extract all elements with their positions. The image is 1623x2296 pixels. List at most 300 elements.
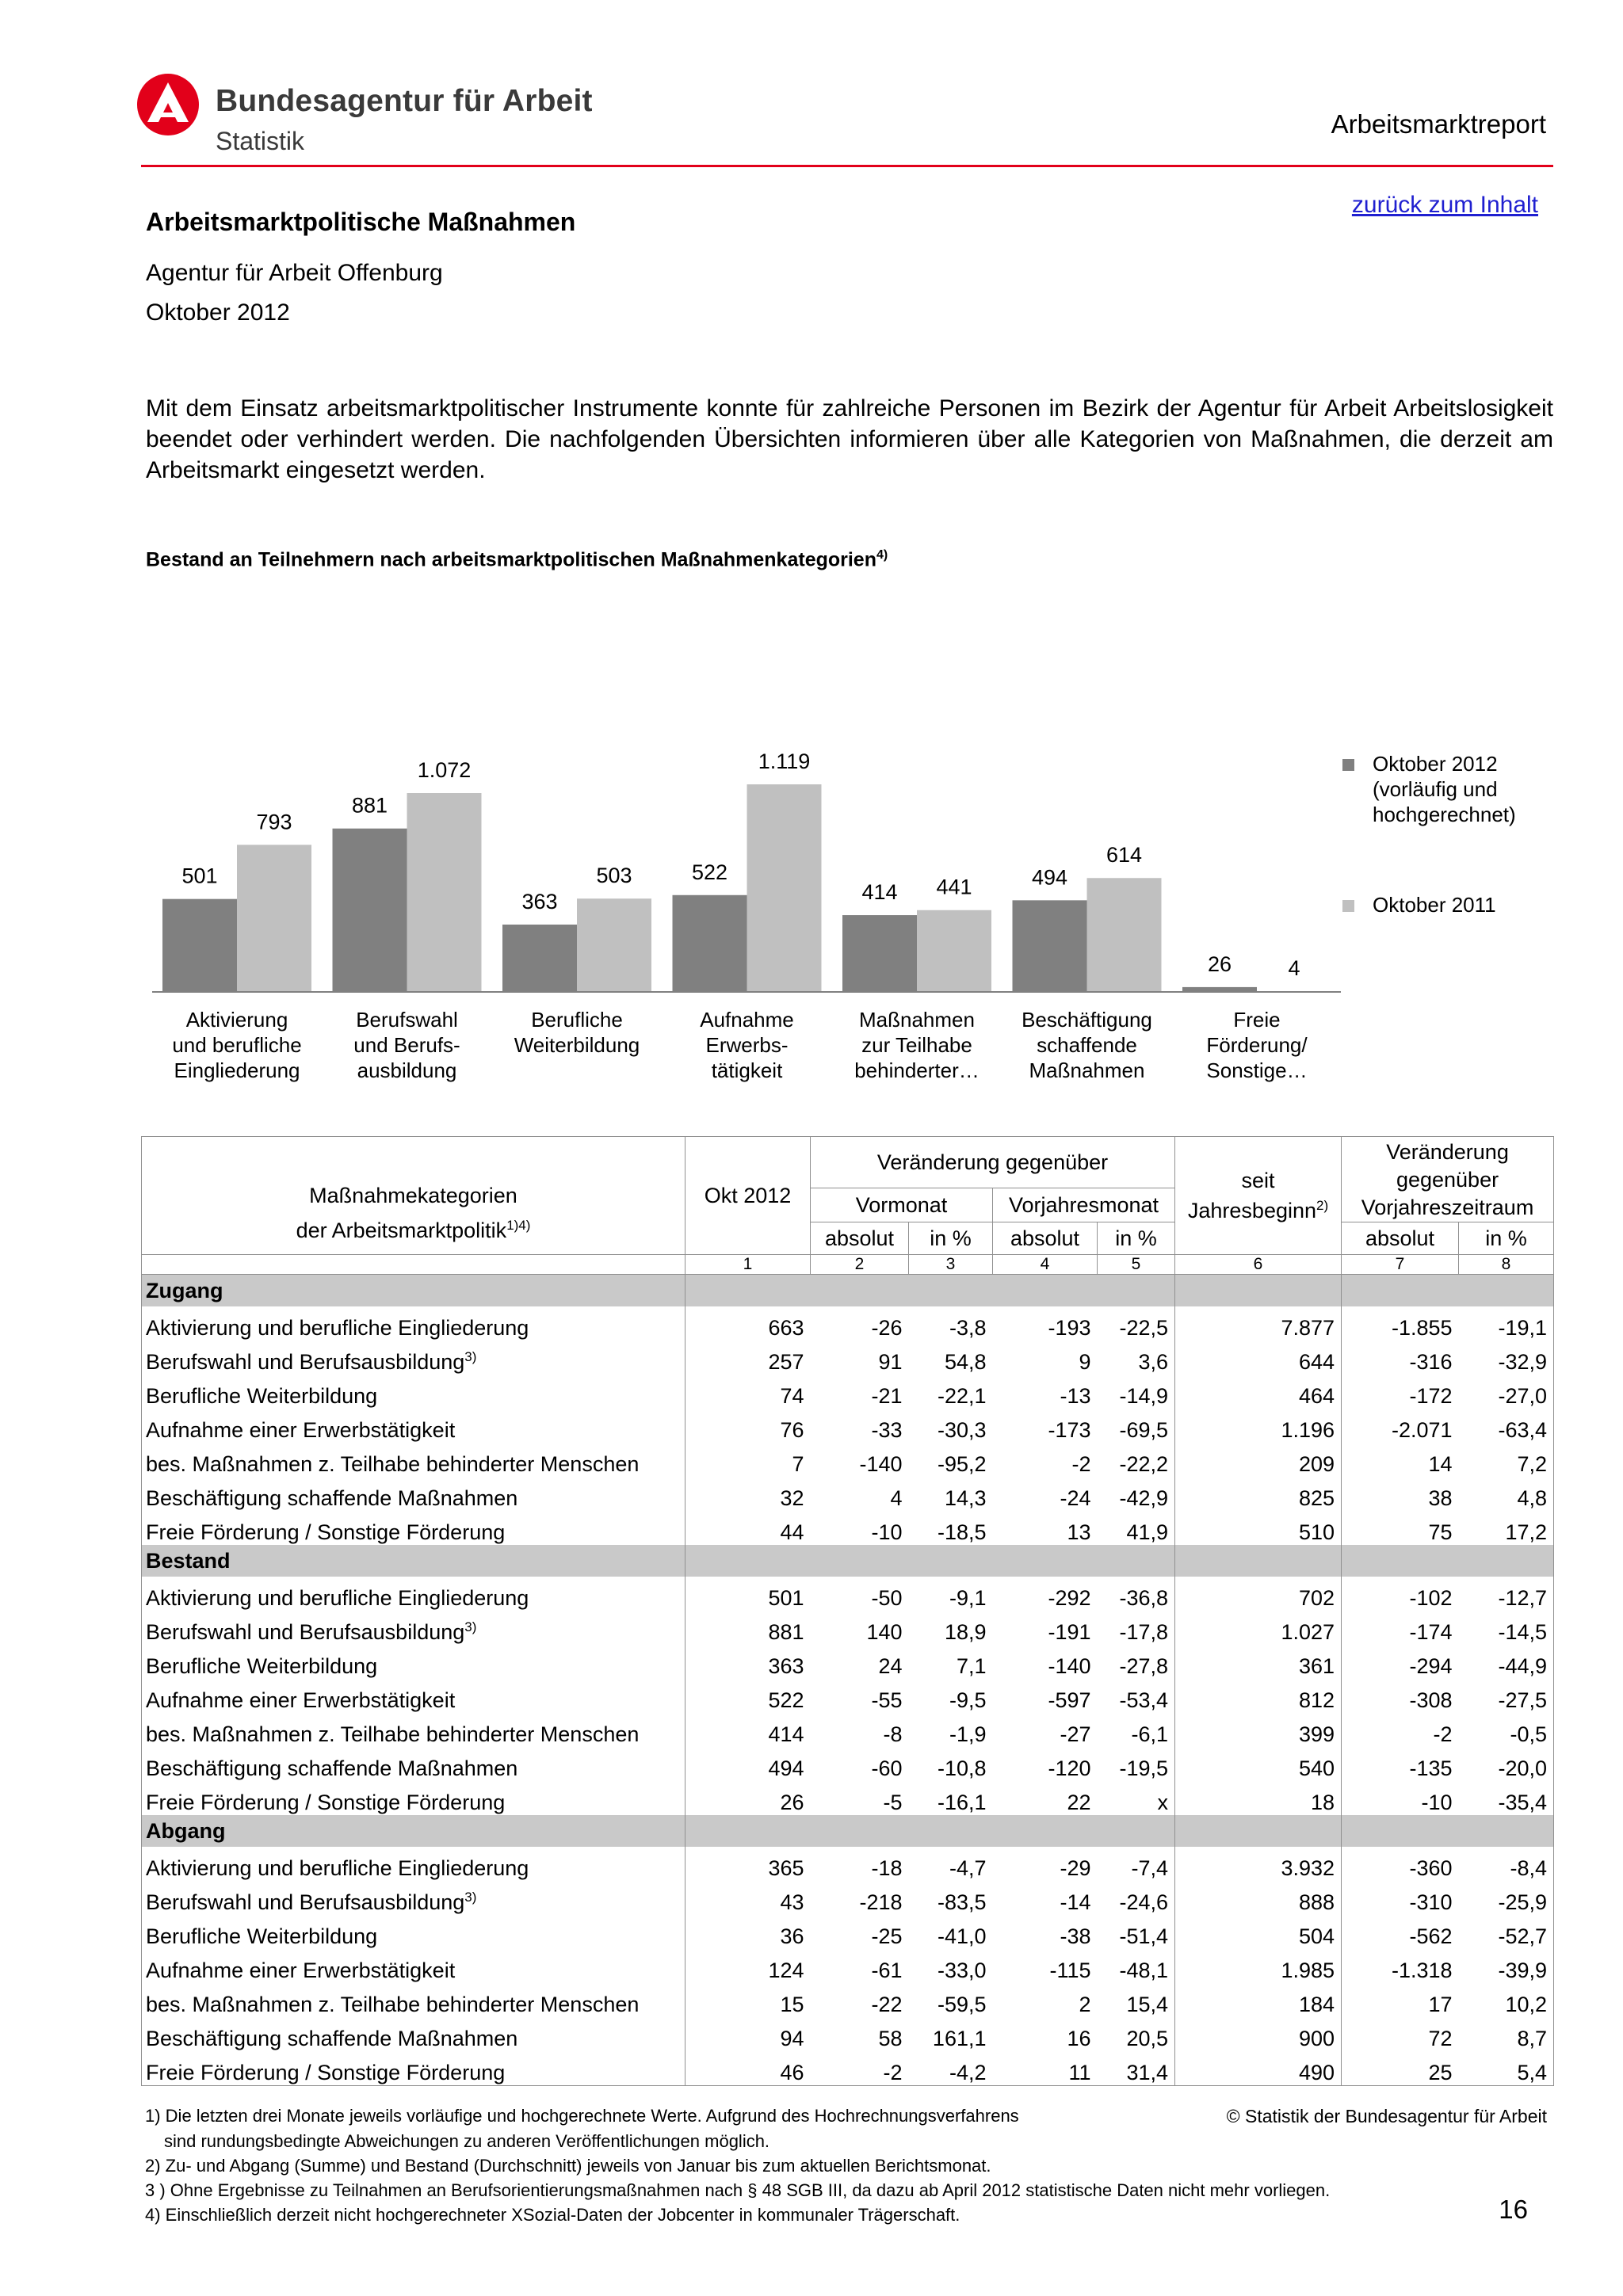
section-title: Zugang xyxy=(142,1275,685,1307)
cell-value: 32 xyxy=(685,1477,811,1511)
row-label-text: Aufnahme einer Erwerbstätigkeit xyxy=(146,1958,456,1982)
cell-value: -51,4 xyxy=(1119,1924,1169,1948)
bar-value-label: 1.119 xyxy=(758,749,811,773)
cell-value: -597 xyxy=(1048,1688,1091,1712)
cell-value: 94 xyxy=(685,2017,811,2051)
row-label-text: bes. Maßnahmen z. Teilhabe behinderter Menschen xyxy=(146,1993,640,2016)
section-title: Bestand xyxy=(142,1545,685,1577)
table-body xyxy=(142,1275,1554,2086)
cell-value: 184 xyxy=(1175,1983,1342,2017)
header-vjm-pct: in % xyxy=(1098,1222,1175,1255)
bar-value-label: 414 xyxy=(861,880,898,905)
cell-value: 1.985 xyxy=(1175,1949,1342,1983)
cell-value: 644 xyxy=(1175,1341,1342,1375)
bar-2011 xyxy=(1087,878,1162,992)
row-label-text: Aktivierung und berufliche Eingliederung xyxy=(146,1586,529,1610)
cell-value: 9 xyxy=(1079,1350,1091,1374)
cell-value: -14 xyxy=(1060,1890,1091,1914)
section-fill xyxy=(811,1545,909,1577)
header-vjz xyxy=(1342,1137,1554,1222)
cell-value: 74 xyxy=(685,1375,811,1409)
cell-value: -140 xyxy=(1048,1654,1091,1678)
table-row xyxy=(142,1341,1554,1375)
legend-2012-line: Oktober 2012 xyxy=(1373,752,1498,776)
cell-value: -27,8 xyxy=(1119,1654,1169,1678)
cell-value: -27 xyxy=(1060,1722,1091,1746)
org-subtitle: Statistik xyxy=(216,127,305,155)
cell-value: 11 xyxy=(1068,2061,1091,2084)
copyright: © Statistik der Bundesagentur für Arbeit xyxy=(1226,2106,1547,2126)
cell-value: -10,8 xyxy=(937,1756,987,1780)
cell-value: 7,1 xyxy=(956,1654,987,1678)
cell-value: 881 xyxy=(685,1611,811,1645)
cell-value: 7.877 xyxy=(1175,1306,1342,1341)
section-fill xyxy=(1098,1545,1175,1577)
cell-value: -33 xyxy=(871,1418,903,1442)
cell-value: -29 xyxy=(1060,1856,1091,1880)
header-vjz-line3: Vorjahreszeitraum xyxy=(1361,1196,1534,1219)
cell-value: 257 xyxy=(685,1341,811,1375)
cell-value: 91 xyxy=(878,1350,903,1374)
cell-value: -140 xyxy=(859,1452,903,1476)
page-title: Arbeitsmarktpolitische Maßnahmen xyxy=(146,208,576,236)
cell-value: -2 xyxy=(1342,1713,1459,1747)
table-row xyxy=(142,1611,1554,1645)
cell-value: 13 xyxy=(1067,1520,1091,1544)
category-label: ausbildung xyxy=(357,1058,457,1082)
table-row xyxy=(142,1375,1554,1409)
category-label: schaffende xyxy=(1037,1033,1137,1057)
header-category xyxy=(142,1137,685,1255)
section-fill xyxy=(1459,1815,1554,1847)
cell-value: -20,0 xyxy=(1498,1756,1548,1780)
row-label-text: bes. Maßnahmen z. Teilhabe behinderter Menschen xyxy=(146,1722,640,1746)
cell-value: -25 xyxy=(871,1924,903,1948)
cell-value: -294 xyxy=(1342,1645,1459,1679)
category-label: Freie xyxy=(1233,1008,1281,1032)
cell-value: 209 xyxy=(1175,1443,1342,1477)
cell-value: -39,9 xyxy=(1498,1958,1548,1982)
header-category-text: der Arbeitsmarktpolitik xyxy=(296,1219,507,1242)
table-row xyxy=(142,1983,1554,2017)
cell-value: -41,0 xyxy=(937,1924,987,1948)
cell-value: -2 xyxy=(883,2061,903,2084)
section-fill xyxy=(993,1815,1098,1847)
cell-value: 15 xyxy=(685,1983,811,2017)
section-fill xyxy=(1175,1545,1342,1577)
row-label xyxy=(142,1881,685,1915)
legend-label-2012 xyxy=(1373,751,1516,827)
table-row xyxy=(142,1679,1554,1713)
table-row xyxy=(142,1847,1554,1881)
cell-value: 812 xyxy=(1175,1679,1342,1713)
cell-value: -12,7 xyxy=(1498,1586,1548,1610)
cell-value: 663 xyxy=(685,1306,811,1341)
category-label: Maßnahmen xyxy=(859,1008,975,1032)
category-label: Weiterbildung xyxy=(514,1033,640,1057)
row-label-text: Berufswahl und Berufsausbildung xyxy=(146,1890,465,1914)
legend xyxy=(1342,751,1580,917)
cell-value: -1.855 xyxy=(1342,1306,1459,1341)
header-category-line2 xyxy=(148,1213,678,1248)
cell-value: 399 xyxy=(1175,1713,1342,1747)
row-label-text: Freie Förderung / Sonstige Förderung xyxy=(146,2061,506,2084)
section-fill xyxy=(909,1545,993,1577)
cell-value: -18 xyxy=(871,1856,903,1880)
row-label xyxy=(142,1949,685,1983)
bar-value-label: 522 xyxy=(691,860,728,884)
table-row xyxy=(142,1915,1554,1949)
header-vjz-line1: Veränderung xyxy=(1386,1140,1509,1164)
cell-value: 7 xyxy=(685,1443,811,1477)
header-seit-sup: 2) xyxy=(1316,1198,1329,1213)
cell-value: -24 xyxy=(1060,1486,1091,1510)
bar-value-label: 614 xyxy=(1106,843,1143,868)
section-fill xyxy=(1342,1545,1459,1577)
cell-value: -9,1 xyxy=(949,1586,987,1610)
cell-value: -10 xyxy=(1342,1781,1459,1815)
cell-value: -16,1 xyxy=(937,1791,987,1814)
cell-value: 504 xyxy=(1175,1915,1342,1949)
bar-2011 xyxy=(237,845,311,992)
cell-value: 38 xyxy=(1342,1477,1459,1511)
cell-value: 44 xyxy=(685,1511,811,1545)
cell-value: 540 xyxy=(1175,1747,1342,1781)
column-index: 2 xyxy=(811,1255,909,1275)
header-vjz-absolut: absolut xyxy=(1342,1222,1459,1255)
cell-value: -191 xyxy=(1048,1620,1091,1644)
cell-value: 36 xyxy=(685,1915,811,1949)
cell-value: 46 xyxy=(685,2051,811,2086)
header-seit-line2 xyxy=(1182,1196,1335,1226)
category-label: und berufliche xyxy=(172,1033,302,1057)
category-label: Berufswahl xyxy=(356,1008,458,1032)
row-label xyxy=(142,1477,685,1511)
cell-value: 18,9 xyxy=(944,1620,987,1644)
bar-value-label: 4 xyxy=(1288,956,1300,981)
table-row xyxy=(142,1713,1554,1747)
cell-value: 58 xyxy=(878,2027,903,2050)
cell-value: -26 xyxy=(871,1316,903,1340)
cell-value: -22,5 xyxy=(1119,1316,1169,1340)
cell-value: -48,1 xyxy=(1119,1958,1169,1982)
category-label: Erwerbs- xyxy=(705,1033,789,1057)
cell-value: 522 xyxy=(685,1679,811,1713)
cell-value: 18 xyxy=(1175,1781,1342,1815)
category-label: tätigkeit xyxy=(711,1058,783,1082)
cell-value: 17 xyxy=(1342,1983,1459,2017)
cell-value: -69,5 xyxy=(1119,1418,1169,1442)
cell-value: 41,9 xyxy=(1126,1520,1169,1544)
column-index: 1 xyxy=(685,1255,811,1275)
row-label-text: Aufnahme einer Erwerbstätigkeit xyxy=(146,1418,456,1442)
cell-value: -50 xyxy=(871,1586,903,1610)
cell-value: -172 xyxy=(1342,1375,1459,1409)
cell-value: -218 xyxy=(859,1890,903,1914)
cell-value: -6,1 xyxy=(1131,1722,1169,1746)
row-label xyxy=(142,1409,685,1443)
report-date: Oktober 2012 xyxy=(146,299,290,326)
row-label xyxy=(142,1847,685,1881)
section-fill xyxy=(909,1275,993,1307)
row-label xyxy=(142,1443,685,1477)
header-seit-text: Jahresbeginn xyxy=(1187,1199,1317,1222)
cell-value: 4,8 xyxy=(1517,1486,1548,1510)
cell-value: 14 xyxy=(1342,1443,1459,1477)
column-index: 3 xyxy=(909,1255,993,1275)
section-fill xyxy=(1342,1815,1459,1847)
bar-value-label: 793 xyxy=(256,810,292,834)
table-row xyxy=(142,1747,1554,1781)
footnote-3: 3 ) Ohne Ergebnisse zu Teilnahmen an Berufsorientierungsmaßnahmen nach § 48 SGB III, da dazu ab April 2012 statistische Daten nicht mehr vorliegen. xyxy=(145,2180,1331,2200)
back-to-contents-link[interactable]: zurück zum Inhalt xyxy=(1351,192,1538,218)
bar-value-label: 26 xyxy=(1207,952,1232,976)
row-label xyxy=(142,1375,685,1409)
cell-value: 24 xyxy=(878,1654,903,1678)
table-row xyxy=(142,1511,1554,1545)
cell-value: -4,7 xyxy=(949,1856,987,1880)
cell-value: -44,9 xyxy=(1498,1654,1548,1678)
header-change-group: Veränderung gegenüber xyxy=(811,1137,1175,1188)
bar-value-label: 494 xyxy=(1031,865,1068,890)
row-label-text: Berufswahl und Berufsausbildung xyxy=(146,1350,465,1374)
section-fill xyxy=(685,1545,811,1577)
bar-2012 xyxy=(333,829,407,992)
cell-value: 5,4 xyxy=(1517,2061,1548,2084)
cell-value: 16 xyxy=(1067,2027,1091,2050)
cell-value: -55 xyxy=(871,1688,903,1712)
cell-value: -5 xyxy=(883,1791,903,1814)
row-label-sup: 3) xyxy=(464,1890,477,1905)
row-label xyxy=(142,1306,685,1341)
cell-value: -36,8 xyxy=(1119,1586,1169,1610)
row-label xyxy=(142,1341,685,1375)
bar-2012 xyxy=(1013,900,1087,992)
bar-chart xyxy=(0,0,1623,1109)
cell-value: -95,2 xyxy=(937,1452,987,1476)
row-label-text: Berufliche Weiterbildung xyxy=(146,1654,378,1678)
cell-value: -174 xyxy=(1342,1611,1459,1645)
chart-title-text: Bestand an Teilnehmern nach arbeitsmarktpolitischen Maßnahmenkategorien xyxy=(146,548,876,571)
column-index: 5 xyxy=(1098,1255,1175,1275)
header-okt: Okt 2012 xyxy=(685,1137,811,1255)
header-vjz-pct: in % xyxy=(1459,1222,1554,1255)
row-label xyxy=(142,1915,685,1949)
cell-value: 365 xyxy=(685,1847,811,1881)
cell-value: -19,5 xyxy=(1119,1756,1169,1780)
cell-value: 124 xyxy=(685,1949,811,1983)
cell-value: 20,5 xyxy=(1126,2027,1169,2050)
chart-title-footnote-ref: 4) xyxy=(876,548,888,562)
section-fill xyxy=(1459,1545,1554,1577)
cell-value: -3,8 xyxy=(949,1316,987,1340)
category-label: Aktivierung xyxy=(185,1008,288,1032)
bar-2012 xyxy=(162,899,237,992)
header-seit-line1: seit xyxy=(1241,1169,1275,1192)
cell-value: -53,4 xyxy=(1119,1688,1169,1712)
section-row xyxy=(142,1545,1554,1577)
cell-value: -33,0 xyxy=(937,1958,987,1982)
cell-value: 414 xyxy=(685,1713,811,1747)
cell-value: -0,5 xyxy=(1510,1722,1548,1746)
section-fill xyxy=(1459,1275,1554,1307)
bar-2012 xyxy=(842,915,917,992)
row-label-sup: 3) xyxy=(464,1349,477,1364)
cell-value: 490 xyxy=(1175,2051,1342,2086)
cell-value: -27,5 xyxy=(1498,1688,1548,1712)
cell-value: 1.027 xyxy=(1175,1611,1342,1645)
table-row xyxy=(142,1577,1554,1611)
table-row xyxy=(142,1881,1554,1915)
row-label xyxy=(142,1781,685,1815)
bar-2011 xyxy=(917,910,991,992)
bar-value-label: 881 xyxy=(351,793,388,818)
row-label xyxy=(142,2051,685,2086)
cell-value: 3,6 xyxy=(1138,1350,1169,1374)
bar-2011 xyxy=(407,793,482,992)
section-row xyxy=(142,1275,1554,1307)
report-title: Arbeitsmarktreport xyxy=(1331,109,1546,139)
category-label: behinderter… xyxy=(854,1058,980,1082)
cell-value: -35,4 xyxy=(1498,1791,1548,1814)
cell-value: 888 xyxy=(1175,1881,1342,1915)
cell-value: -8,4 xyxy=(1510,1856,1548,1880)
row-label-text: Freie Förderung / Sonstige Förderung xyxy=(146,1791,506,1814)
section-fill xyxy=(811,1275,909,1307)
category-label: und Berufs- xyxy=(353,1033,460,1057)
bar-2011 xyxy=(577,898,651,992)
cell-value: 75 xyxy=(1342,1511,1459,1545)
cell-value: 14,3 xyxy=(944,1486,987,1510)
legend-2012-line: hochgerechnet) xyxy=(1373,803,1516,826)
footnote-4: 4) Einschließlich derzeit nicht hochgerechneter XSozial-Daten der Jobcenter in kommunaler Trägerschaft. xyxy=(145,2205,960,2225)
org-name: Bundesagentur für Arbeit xyxy=(216,84,593,118)
cell-value: -24,6 xyxy=(1119,1890,1169,1914)
row-label-sup: 3) xyxy=(464,1619,477,1634)
cell-value: -4,2 xyxy=(949,2061,987,2084)
row-label xyxy=(142,2017,685,2051)
cell-value: 76 xyxy=(685,1409,811,1443)
table-row xyxy=(142,1306,1554,1341)
cell-value: 25 xyxy=(1342,2051,1459,2086)
table-row xyxy=(142,1443,1554,1477)
bar-value-label: 363 xyxy=(521,890,558,914)
row-label xyxy=(142,1511,685,1545)
row-label xyxy=(142,1577,685,1611)
column-index-blank xyxy=(142,1255,685,1275)
section-fill xyxy=(685,1815,811,1847)
header-vm-pct: in % xyxy=(909,1222,993,1255)
cell-value: 510 xyxy=(1175,1511,1342,1545)
cell-value: -83,5 xyxy=(937,1890,987,1914)
section-fill xyxy=(685,1275,811,1307)
cell-value: -310 xyxy=(1342,1881,1459,1915)
cell-value: -60 xyxy=(871,1756,903,1780)
bar-2012 xyxy=(502,925,577,992)
cell-value: -21 xyxy=(871,1384,903,1408)
table-row xyxy=(142,1781,1554,1815)
row-label-text: Aktivierung und berufliche Eingliederung xyxy=(146,1316,529,1340)
cell-value: 825 xyxy=(1175,1477,1342,1511)
cell-value: -14,9 xyxy=(1119,1384,1169,1408)
header-vorjahresmonat: Vorjahresmonat xyxy=(993,1188,1175,1222)
cell-value: -8 xyxy=(883,1722,903,1746)
section-fill xyxy=(1175,1275,1342,1307)
section-row xyxy=(142,1815,1554,1847)
row-label-text: Aufnahme einer Erwerbstätigkeit xyxy=(146,1688,456,1712)
row-label-text: Aktivierung und berufliche Eingliederung xyxy=(146,1856,529,1880)
cell-value: -22,2 xyxy=(1119,1452,1169,1476)
cell-value: 140 xyxy=(866,1620,903,1644)
cell-value: 8,7 xyxy=(1517,2027,1548,2050)
cell-value: -32,9 xyxy=(1498,1350,1548,1374)
bar-2011 xyxy=(747,784,822,992)
measures-table xyxy=(141,1136,1554,2086)
category-label: Förderung/ xyxy=(1206,1033,1308,1057)
cell-value: -562 xyxy=(1342,1915,1459,1949)
cell-value: 43 xyxy=(685,1881,811,1915)
category-label: zur Teilhabe xyxy=(861,1033,972,1057)
cell-value: -308 xyxy=(1342,1679,1459,1713)
cell-value: -2.071 xyxy=(1342,1409,1459,1443)
row-label xyxy=(142,1747,685,1781)
cell-value: -52,7 xyxy=(1498,1924,1548,1948)
row-label-text: Beschäftigung schaffende Maßnahmen xyxy=(146,1486,518,1510)
section-fill xyxy=(1098,1275,1175,1307)
cell-value: -10 xyxy=(871,1520,903,1544)
row-label-text: bes. Maßnahmen z. Teilhabe behinderter Menschen xyxy=(146,1452,640,1476)
cell-value: -18,5 xyxy=(937,1520,987,1544)
footnote-1-cont: sind rundungsbedingte Abweichungen zu anderen Veröffentlichungen möglich. xyxy=(164,2131,770,2151)
cell-value: -19,1 xyxy=(1498,1316,1548,1340)
cell-value: -17,8 xyxy=(1119,1620,1169,1644)
cell-value: -135 xyxy=(1342,1747,1459,1781)
intro-paragraph: Mit dem Einsatz arbeitsmarktpolitischer Instrumente konnte für zahlreiche Personen im Bezirk der Agentur für Arbeit Arbeitslosigkeit beendet oder verhindert werden. Die nachfolgenden Übersichten informieren über alle Kategorien von Maßnahmen, die derzeit am Arbeitsmarkt eingesetzt werden. xyxy=(146,395,1553,483)
category-label: Aufnahme xyxy=(700,1008,794,1032)
cell-value: -63,4 xyxy=(1498,1418,1548,1442)
agency-name: Agentur für Arbeit Offenburg xyxy=(146,260,443,286)
cell-value: -2 xyxy=(1071,1452,1091,1476)
cell-value: -292 xyxy=(1048,1586,1091,1610)
cell-value: 22 xyxy=(1067,1791,1091,1814)
category-label: Maßnahmen xyxy=(1029,1058,1145,1082)
cell-value: 702 xyxy=(1175,1577,1342,1611)
cell-value: -59,5 xyxy=(937,1993,987,2016)
cell-value: -1,9 xyxy=(949,1722,987,1746)
cell-value: 54,8 xyxy=(944,1350,987,1374)
bar-value-label: 441 xyxy=(936,875,972,899)
header-vjz-line2: gegenüber xyxy=(1396,1168,1499,1192)
row-label xyxy=(142,1611,685,1645)
cell-value: 31,4 xyxy=(1126,2061,1169,2084)
table-row xyxy=(142,1645,1554,1679)
table-row xyxy=(142,1477,1554,1511)
page-number: 16 xyxy=(1499,2195,1528,2224)
cell-value: x xyxy=(1157,1791,1169,1814)
header-category-line1: Maßnahmekategorien xyxy=(309,1184,517,1207)
legend-2012-line: (vorläufig und xyxy=(1373,777,1498,801)
cell-value: 1.196 xyxy=(1175,1409,1342,1443)
cell-value: 7,2 xyxy=(1517,1452,1548,1476)
cell-value: -27,0 xyxy=(1498,1384,1548,1408)
section-fill xyxy=(993,1275,1098,1307)
cell-value: 501 xyxy=(685,1577,811,1611)
cell-value: -316 xyxy=(1342,1341,1459,1375)
footnote-1: 1) Die letzten drei Monate jeweils vorläufige und hochgerechnete Werte. Aufgrund des Hochrechnungsverfahrens xyxy=(145,2106,1019,2126)
table-row xyxy=(142,2051,1554,2086)
cell-value: -360 xyxy=(1342,1847,1459,1881)
cell-value: -25,9 xyxy=(1498,1890,1548,1914)
